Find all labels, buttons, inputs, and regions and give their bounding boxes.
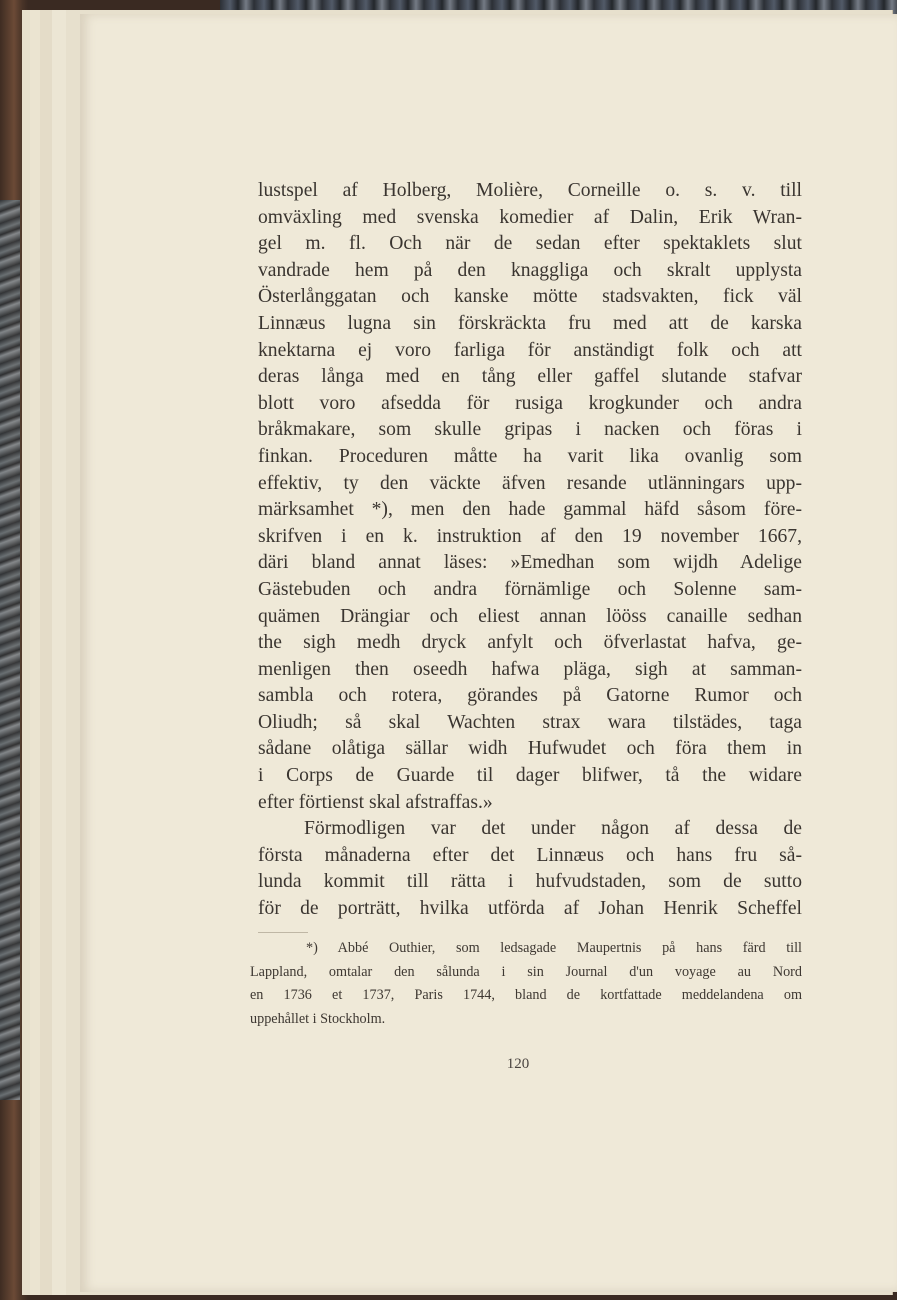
body-line: the sigh medh dryck anfylt och öfverlastat hafva, ge- bbox=[258, 632, 802, 654]
body-line: blott voro afsedda för rusiga krogkunder och andra bbox=[258, 392, 802, 414]
body-line: första månaderna efter det Linnæus och hans fru så- bbox=[258, 844, 802, 866]
footnote-line: Lappland, omtalar den sålunda i sin Journal d'un voyage au Nord bbox=[250, 963, 802, 980]
footnote-line: en 1736 et 1737, Paris 1744, bland de kortfattade meddelandena om bbox=[250, 987, 802, 1003]
marbled-cover-edge bbox=[0, 200, 20, 1100]
body-line: efter förtienst skal afstraffas.» bbox=[258, 791, 493, 813]
body-line: vandrade hem på den knaggliga och skralt upplysta bbox=[258, 259, 802, 281]
footnote-divider bbox=[258, 932, 308, 933]
body-line: bråkmakare, som skulle gripas i nacken och föras i bbox=[258, 419, 802, 441]
page-number: 120 bbox=[506, 1056, 530, 1072]
body-line: för de porträtt, hvilka utförda af Johan Henrik Scheffel bbox=[258, 898, 802, 920]
body-line: lustspel af Holberg, Molière, Corneille o. s. v. till bbox=[258, 180, 802, 201]
body-line: i Corps de Guarde til dager blifwer, tå the widare bbox=[258, 765, 802, 787]
footnote-line: uppehållet i Stockholm. bbox=[250, 1010, 386, 1027]
body-line: däri bland annat läses: »Emedhan som wijdh Adelige bbox=[258, 552, 802, 574]
body-line: märksamhet *), men den hade gammal häfd såsom före- bbox=[258, 499, 802, 521]
body-line: sambla och rotera, görandes på Gatorne Rumor och bbox=[258, 685, 802, 707]
body-text bbox=[258, 178, 802, 923]
body-line: finkan. Proceduren måtte ha varit lika ovanlig som bbox=[258, 445, 802, 467]
body-line: omväxling med svenska komedier af Dalin, Erik Wran- bbox=[258, 206, 802, 228]
body-line: skrifven i en k. instruktion af den 19 november 1667, bbox=[258, 525, 802, 547]
body-line: deras långa med en tång eller gaffel slutande stafvar bbox=[258, 366, 802, 388]
body-line: Förmodligen var det under någon af dessa de bbox=[304, 818, 802, 840]
body-line: sådane olåtiga sällar widh Hufwudet och föra them in bbox=[258, 738, 802, 760]
body-line: knektarna ej voro farliga för anständigt folk och att bbox=[258, 339, 802, 361]
body-line: Österlånggatan och kanske mötte stadsvakten, fick väl bbox=[258, 286, 802, 308]
body-line: Gästebuden och andra förnämlige och Solenne sam- bbox=[258, 578, 802, 600]
body-line: quämen Drängiar och eliest annan lööss canaille sedhan bbox=[258, 605, 802, 627]
body-line: lunda kommit till rätta i hufvudstaden, som de sutto bbox=[258, 871, 802, 893]
body-line: gel m. fl. Och när de sedan efter spektaklets slut bbox=[258, 233, 802, 255]
footnote bbox=[250, 937, 802, 1031]
body-line: Oliudh; så skal Wachten strax wara tilstädes, taga bbox=[258, 711, 802, 733]
body-line: effektiv, ty den väckte äfven resande utlänningars upp- bbox=[258, 472, 802, 494]
body-line: Linnæus lugna sin förskräckta fru med att de karska bbox=[258, 312, 802, 334]
footnote-line: *) Abbé Outhier, som ledsagade Maupertnis på hans färd till bbox=[306, 940, 802, 956]
body-line: menligen then oseedh hafwa pläga, sigh at samman- bbox=[258, 658, 802, 680]
